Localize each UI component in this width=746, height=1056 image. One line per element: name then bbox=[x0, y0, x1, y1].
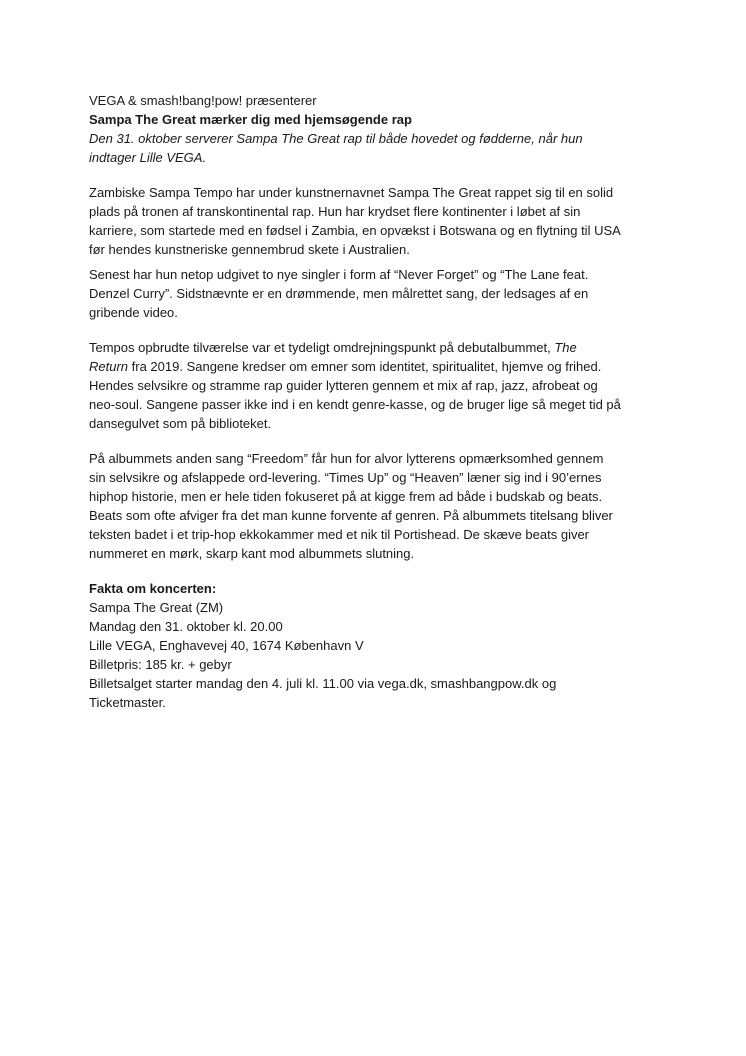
paragraph-line: Senest har hun netop udgivet to nye singler i form af “Never Forget” og “The Lane feat. bbox=[89, 267, 589, 282]
spacer bbox=[89, 322, 659, 338]
body-paragraph-4 bbox=[89, 449, 659, 563]
facts-section bbox=[89, 579, 659, 712]
facts-line: Sampa The Great (ZM) bbox=[89, 600, 224, 615]
facts-line: Lille VEGA, Enghavevej 40, 1674 København V bbox=[89, 638, 364, 653]
subheadline-line: Den 31. oktober serverer Sampa The Great rap til både hovedet og fødderne, når hun bbox=[89, 131, 583, 146]
body-paragraph-1 bbox=[89, 183, 659, 259]
album-title-part: The bbox=[554, 340, 577, 355]
paragraph-line bbox=[89, 357, 659, 376]
facts-line: Billetpris: 185 kr. + gebyr bbox=[89, 657, 232, 672]
document-page bbox=[89, 91, 659, 712]
spacer bbox=[89, 167, 659, 183]
paragraph-line: før hendes kunstneriske gennembrud skete i Australien. bbox=[89, 242, 410, 257]
facts-line: Ticketmaster. bbox=[89, 695, 166, 710]
paragraph-line: karriere, som startede med en fødsel i Zambia, en opvækst i Botswana og en flytning til USA bbox=[89, 223, 621, 238]
paragraph-line: Beats som ofte afviger fra det man kunne forvente af genren. På albummets titelsang bliver bbox=[89, 508, 613, 523]
spacer bbox=[89, 563, 659, 579]
facts-heading: Fakta om koncerten: bbox=[89, 581, 217, 596]
spacer bbox=[89, 433, 659, 449]
paragraph-line: gribende video. bbox=[89, 305, 178, 320]
presenter-line: VEGA & smash!bang!pow! præsenterer bbox=[89, 93, 317, 108]
facts-line: Mandag den 31. oktober kl. 20.00 bbox=[89, 619, 283, 634]
paragraph-line bbox=[89, 338, 659, 357]
paragraph-line: Hendes selvsikre og stramme rap guider lytteren gennem et mix af rap, jazz, afrobeat og bbox=[89, 378, 598, 393]
paragraph-text: Tempos opbrudte tilværelse var et tydeligt omdrejningspunkt på debutalbummet, bbox=[89, 340, 555, 355]
paragraph-line: neo-soul. Sangene passer ikke ind i en kendt genre-kasse, og de bruger lige så meget tid på bbox=[89, 397, 621, 412]
paragraph-line: hiphop historie, men er hele tiden fokuseret på at kigge frem ad både i budskab og beats. bbox=[89, 489, 603, 504]
paragraph-line: nummeret en mørk, skarp kant mod albummets slutning. bbox=[89, 546, 415, 561]
body-paragraph-2 bbox=[89, 265, 659, 322]
paragraph-line: Denzel Curry”. Sidstnævnte er en drømmende, men målrettet sang, der ledsages af en bbox=[89, 286, 589, 301]
paragraph-line: teksten badet i et trip-hop ekkokammer med et nik til Portishead. De skæve beats giver bbox=[89, 527, 590, 542]
subheadline-line: indtager Lille VEGA. bbox=[89, 150, 207, 165]
paragraph-line: dansegulvet som på biblioteket. bbox=[89, 416, 272, 431]
album-title-part: Return bbox=[89, 359, 129, 374]
paragraph-text: fra 2019. Sangene kredser om emner som identitet, spiritualitet, hjemve og frihed. bbox=[128, 359, 602, 374]
body-paragraph-3 bbox=[89, 338, 659, 433]
headline: Sampa The Great mærker dig med hjemsøgende rap bbox=[89, 112, 412, 127]
paragraph-line: sin selvsikre og afslappede ord-levering. “Times Up” og “Heaven” læner sig ind i 90’ernes bbox=[89, 470, 602, 485]
paragraph-line: Zambiske Sampa Tempo har under kunstnernavnet Sampa The Great rappet sig til en solid bbox=[89, 185, 614, 200]
facts-line: Billetsalget starter mandag den 4. juli kl. 11.00 via vega.dk, smashbangpow.dk og bbox=[89, 676, 557, 691]
paragraph-line: plads på tronen af transkontinental rap. Hun har krydset flere kontinenter i løbet af sin bbox=[89, 204, 581, 219]
paragraph-line: På albummets anden sang “Freedom” får hun for alvor lytterens opmærksomhed gennem bbox=[89, 451, 604, 466]
